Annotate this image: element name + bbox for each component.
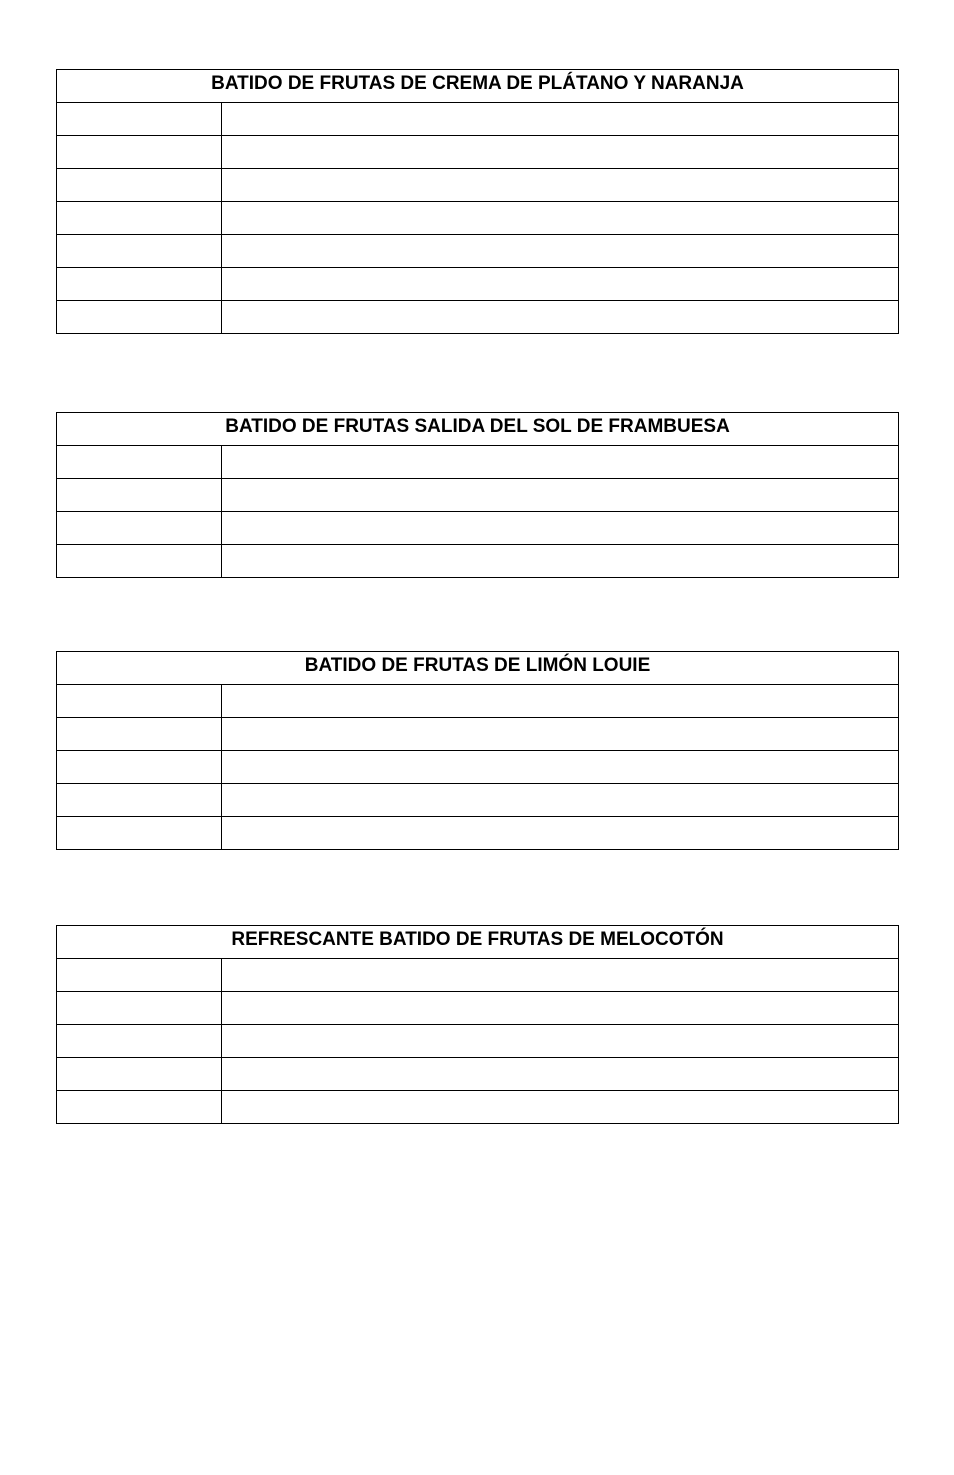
table-title: BATIDO DE FRUTAS DE LIMÓN LOUIE [57, 652, 899, 685]
table-row [57, 817, 899, 850]
table-row [57, 512, 899, 545]
table-row [57, 1058, 899, 1091]
quantity-cell [57, 817, 222, 850]
quantity-cell [57, 1058, 222, 1091]
table-title: REFRESCANTE BATIDO DE FRUTAS DE MELOCOTÓN [57, 926, 899, 959]
table-row [57, 479, 899, 512]
quantity-cell [57, 685, 222, 718]
table-body [57, 446, 899, 578]
table-row [57, 103, 899, 136]
table-row [57, 268, 899, 301]
table-body [57, 959, 899, 1124]
table-row [57, 685, 899, 718]
table-row [57, 545, 899, 578]
ingredient-cell [222, 545, 899, 578]
ingredient-cell [222, 817, 899, 850]
quantity-cell [57, 169, 222, 202]
quantity-cell [57, 268, 222, 301]
ingredient-cell [222, 1091, 899, 1124]
table-row [57, 992, 899, 1025]
table-row [57, 784, 899, 817]
ingredient-cell [222, 784, 899, 817]
quantity-cell [57, 784, 222, 817]
quantity-cell [57, 235, 222, 268]
ingredient-cell [222, 103, 899, 136]
ingredient-cell [222, 268, 899, 301]
quantity-cell [57, 301, 222, 334]
table-row [57, 301, 899, 334]
ingredient-cell [222, 136, 899, 169]
quantity-cell [57, 136, 222, 169]
quantity-cell [57, 959, 222, 992]
ingredient-cell [222, 235, 899, 268]
quantity-cell [57, 992, 222, 1025]
ingredient-cell [222, 446, 899, 479]
ingredient-cell [222, 1058, 899, 1091]
quantity-cell [57, 479, 222, 512]
recipe-table-raspberry-sunrise [56, 412, 899, 578]
ingredient-cell [222, 169, 899, 202]
table-row [57, 718, 899, 751]
quantity-cell [57, 751, 222, 784]
quantity-cell [57, 1091, 222, 1124]
quantity-cell [57, 512, 222, 545]
quantity-cell [57, 718, 222, 751]
table-row [57, 235, 899, 268]
ingredient-cell [222, 301, 899, 334]
ingredient-cell [222, 685, 899, 718]
table-row [57, 202, 899, 235]
quantity-cell [57, 545, 222, 578]
table-row [57, 1091, 899, 1124]
recipe-table-peach-refresher [56, 925, 899, 1124]
ingredient-cell [222, 718, 899, 751]
ingredient-cell [222, 479, 899, 512]
table-row [57, 446, 899, 479]
table-body [57, 685, 899, 850]
quantity-cell [57, 446, 222, 479]
quantity-cell [57, 103, 222, 136]
table-row [57, 751, 899, 784]
ingredient-cell [222, 992, 899, 1025]
recipe-table-banana-orange [56, 69, 899, 334]
table-row [57, 169, 899, 202]
recipe-table-lemon-louie [56, 651, 899, 850]
table-row [57, 136, 899, 169]
quantity-cell [57, 1025, 222, 1058]
table-title: BATIDO DE FRUTAS SALIDA DEL SOL DE FRAMBUESA [57, 413, 899, 446]
ingredient-cell [222, 751, 899, 784]
table-title: BATIDO DE FRUTAS DE CREMA DE PLÁTANO Y NARANJA [57, 70, 899, 103]
table-row [57, 959, 899, 992]
quantity-cell [57, 202, 222, 235]
table-row [57, 1025, 899, 1058]
ingredient-cell [222, 202, 899, 235]
ingredient-cell [222, 1025, 899, 1058]
ingredient-cell [222, 512, 899, 545]
ingredient-cell [222, 959, 899, 992]
table-body [57, 103, 899, 334]
